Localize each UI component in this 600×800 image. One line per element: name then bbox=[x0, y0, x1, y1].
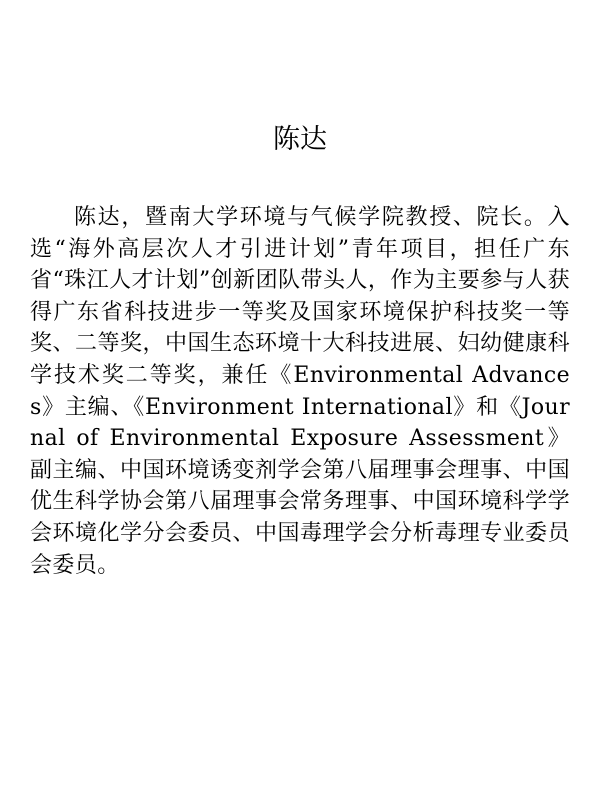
biography-paragraph: 陈达，暨南大学环境与气候学院教授、院长。入选“海外高层次人才引进计划”青年项目，担任广东省“珠江人才计划”创新团队带头人，作为主要参与人获得广东省科技进步一等奖及国家环境保护科技奖一等奖、二等奖，中国生态环境十大科技进展、妇幼健康科学技术奖二等奖，兼任《Environmental Advances》主编、《Environment International》和《Journal of Environmental Exposure Assessment》副主编、中国环境诱变剂学会第八届理事会理事、中国优生科学协会第八届理事会常务理事、中国环境科学学会环境化学分会委员、中国毒理学会分析毒理专业委员会委员。 bbox=[30, 205, 570, 578]
document-title: 陈达 bbox=[273, 124, 327, 155]
